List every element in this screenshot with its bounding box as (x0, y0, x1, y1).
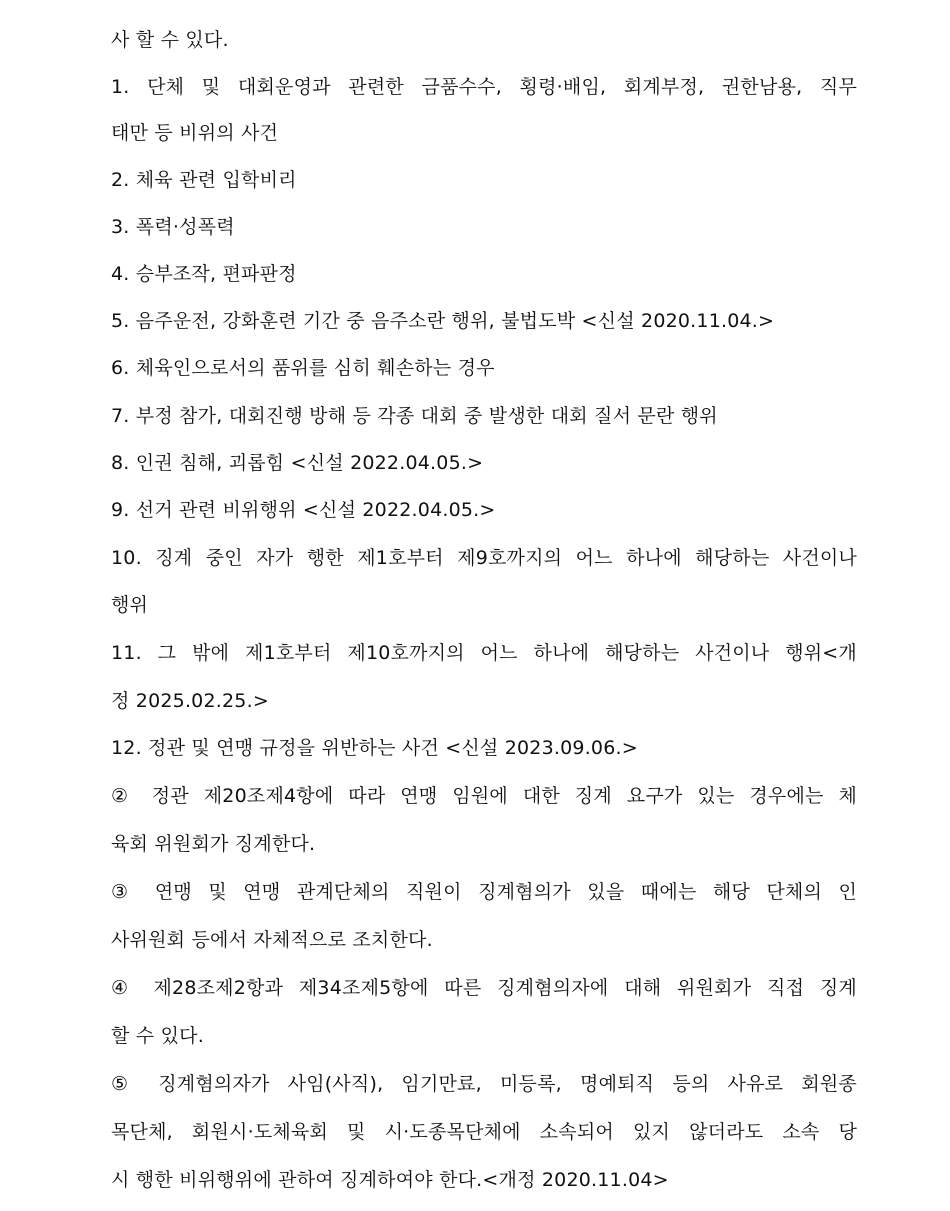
list-item-7: 7. 부정 참가, 대회진행 방해 등 각종 대회 중 발생한 대회 질서 문란 행위 (111, 405, 718, 427)
paragraph-3: ③ 연맹 및 연맹 관계단체의 직원이 징계혐의가 있을 때에는 해당 단체의 인 (111, 881, 857, 903)
list-item-2: 2. 체육 관련 입학비리 (111, 169, 297, 191)
list-item-10: 10. 징계 중인 자가 행한 제1호부터 제9호까지의 어느 하나에 해당하는 사건이나 (111, 547, 857, 569)
list-item-1-continued: 태만 등 비위의 사건 (111, 122, 279, 144)
paragraph-2: ② 정관 제20조제4항에 따라 연맹 임원에 대한 징계 요구가 있는 경우에는 체 (111, 785, 857, 807)
text-line: 사 할 수 있다. (111, 29, 229, 51)
paragraph-4: ④ 제28조제2항과 제34조제5항에 따른 징계혐의자에 대해 위원회가 직접 징계 (111, 977, 857, 999)
paragraph-5-end: 시 행한 비위행위에 관하여 징계하여야 한다.<개정 2020.11.04> (111, 1169, 669, 1191)
list-item-11-continued: 정 2025.02.25.> (111, 690, 269, 712)
paragraph-3-continued: 사위원회 등에서 자체적으로 조치한다. (111, 929, 433, 951)
paragraph-4-continued: 할 수 있다. (111, 1025, 204, 1047)
list-item-4: 4. 승부조작, 편파판정 (111, 263, 297, 285)
list-item-1: 1. 단체 및 대회운영과 관련한 금품수수, 횡령·배임, 회계부정, 권한남용, 직무 (111, 76, 857, 98)
list-item-10-continued: 행위 (111, 594, 149, 616)
list-item-12: 12. 정관 및 연맹 규정을 위반하는 사건 <신설 2023.09.06.> (111, 737, 638, 759)
list-item-5: 5. 음주운전, 강화훈련 기간 중 음주소란 행위, 불법도박 <신설 2020.11.04.> (111, 310, 775, 332)
paragraph-5-continued: 목단체, 회원시·도체육회 및 시·도종목단체에 소속되어 있지 않더라도 소속 당 (111, 1121, 857, 1143)
list-item-6: 6. 체육인으로서의 품위를 심히 훼손하는 경우 (111, 357, 495, 379)
list-item-8: 8. 인권 침해, 괴롭힘 <신설 2022.04.05.> (111, 452, 484, 474)
list-item-11: 11. 그 밖에 제1호부터 제10호까지의 어느 하나에 해당하는 사건이나 행위<개 (111, 642, 857, 664)
list-item-9: 9. 선거 관련 비위행위 <신설 2022.04.05.> (111, 499, 496, 521)
paragraph-2-continued: 육회 위원회가 징계한다. (111, 833, 316, 855)
paragraph-5: ⑤ 징계혐의자가 사임(사직), 임기만료, 미등록, 명예퇴직 등의 사유로 회원종 (111, 1073, 857, 1095)
list-item-3: 3. 폭력·성폭력 (111, 216, 235, 238)
